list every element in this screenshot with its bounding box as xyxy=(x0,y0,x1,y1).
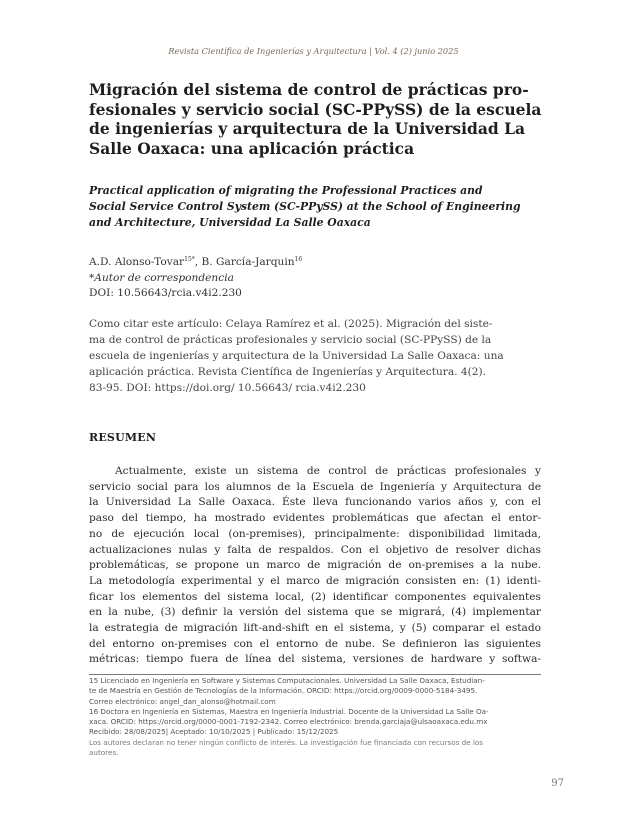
author-name: A.D. Alonso-Tovar xyxy=(89,256,185,268)
article-title-spanish xyxy=(89,80,544,159)
footnote-line: te de Maestría en Gestión de Tecnologías de la Información. ORCID: https://orcid.org/0009-0000-5184-3495. xyxy=(89,686,478,696)
abstract-line: en la nube, (3) definir la versión del sistema que se migrará, (4) implementar xyxy=(89,606,541,619)
abstract-line: ficar los elementos del sistema local, (2) identificar componentes equivalentes xyxy=(89,590,541,603)
footnote-line: Correo electrónico: angel_dan_alonso@hotmail.com xyxy=(89,696,276,706)
page-number: 97 xyxy=(551,778,564,789)
footnote-line: 15 Licenciado en Ingeniería en Software y Sistemas Computacionales. Universidad La Salle Oaxaca, Estudian- xyxy=(89,676,485,685)
abstract-line: servicio social para los alumnos de la Escuela de Ingeniería y Arquitectura de xyxy=(89,480,541,493)
title-en-line: Practical application of migrating the Professional Practices and xyxy=(89,184,483,197)
title-es-line: Migración del sistema de control de prácticas pro- xyxy=(89,80,529,99)
title-es-line: Salle Oaxaca: una aplicación práctica xyxy=(89,139,415,159)
citation-line: escuela de ingenierías y arquitectura de la Universidad La Salle Oaxaca: una xyxy=(89,350,504,362)
article-title-english xyxy=(89,183,544,230)
doi-text: DOI: 10.56643/rcia.v4i2.230 xyxy=(89,287,242,299)
citation-line: Como citar este artículo: Celaya Ramírez et al. (2025). Migración del siste- xyxy=(89,318,493,330)
footnotes xyxy=(89,676,541,758)
title-en-line: Social Service Control System (SC-PPySS) at the School of Engineering xyxy=(89,199,521,213)
abstract-body xyxy=(89,464,541,668)
abstract-line: actualizaciones nulas y falta de respaldos. Con el objetivo de resolver dichas xyxy=(89,543,541,556)
correspondence-note: *Autor de correspondencia xyxy=(89,271,234,284)
footnote-line: 16 Doctora en Ingeniería en Sistemas, Maestra en Ingeniería Industrial. Docente de la Universidad La Salle Oa- xyxy=(89,706,489,716)
abstract-line: la estrategia de migración lift-and-shift en el sistema, y (5) comparar el estado xyxy=(89,622,541,635)
abstract-line: del entorno on-premises con el entorno de nube. Se definieron las siguientes xyxy=(89,637,541,650)
running-header: Revista Científica de Ingenierías y Arquitectura | Vol. 4 (2) junio 2025 xyxy=(168,46,459,56)
abstract-line: problemáticas, se propone un marco de migración de on-premises a la nube. xyxy=(89,559,541,572)
title-en-line: and Architecture, Universidad La Salle Oaxaca xyxy=(89,215,371,229)
disclosure-line: Los autores declaran no tener ningún conflicto de interés. La investigación fue financiada con recursos de los xyxy=(89,737,484,747)
abstract-line: La metodología experimental y el marco de migración consisten en: (1) identi- xyxy=(89,574,541,587)
author-block xyxy=(89,252,544,302)
citation-line: 83-95. DOI: https://doi.org/ 10.56643/ rcia.v4i2.230 xyxy=(89,382,366,394)
abstract-line: métricas: tiempo fuera de línea del sistema, versiones de hardware y softwa- xyxy=(89,653,541,666)
abstract-line: no de ejecución local (on-premises), principalmente: disponibilidad limitada, xyxy=(89,527,541,540)
title-es-line: de ingenierías y arquitectura de la Universidad La xyxy=(89,119,526,139)
footnote-marker: 16 xyxy=(294,256,303,263)
author-separator: , xyxy=(194,256,202,268)
footnote-marker: 15* xyxy=(184,256,195,263)
dates-line: Recibido: 28/08/2025| Aceptado: 10/10/2025 | Publicado: 15/12/2025 xyxy=(89,727,339,737)
disclosure-line: autores. xyxy=(89,748,119,758)
author-name: B. García-Jarquin xyxy=(201,256,295,268)
citation-block xyxy=(89,316,541,396)
citation-line: ma de control de prácticas profesionales y servicio social (SC-PPySS) de la xyxy=(89,334,492,346)
citation-line: aplicación práctica. Revista Científica de Ingenierías y Arquitectura. 4(2). xyxy=(89,366,487,378)
author-line xyxy=(89,252,544,271)
footnote-line: xaca. ORCID: https://orcid.org/0000-0001-7192-2342. Correo electrónico: brenda.garciaja@ulsaoaxaca.edu.mx xyxy=(89,717,488,727)
abstract-heading: RESUMEN xyxy=(89,431,157,444)
abstract-line: la Universidad La Salle Oaxaca. Éste lleva funcionando varios años y, con el xyxy=(89,496,541,509)
abstract-line: Actualmente, existe un sistema de control de prácticas profesionales y xyxy=(115,465,541,477)
title-es-line: fesionales y servicio social (SC-PPySS) de la escuela xyxy=(89,99,542,119)
abstract-line: paso del tiempo, ha mostrado evidentes problemáticas que afectan el entor- xyxy=(89,512,541,525)
footnote-divider xyxy=(89,674,541,675)
